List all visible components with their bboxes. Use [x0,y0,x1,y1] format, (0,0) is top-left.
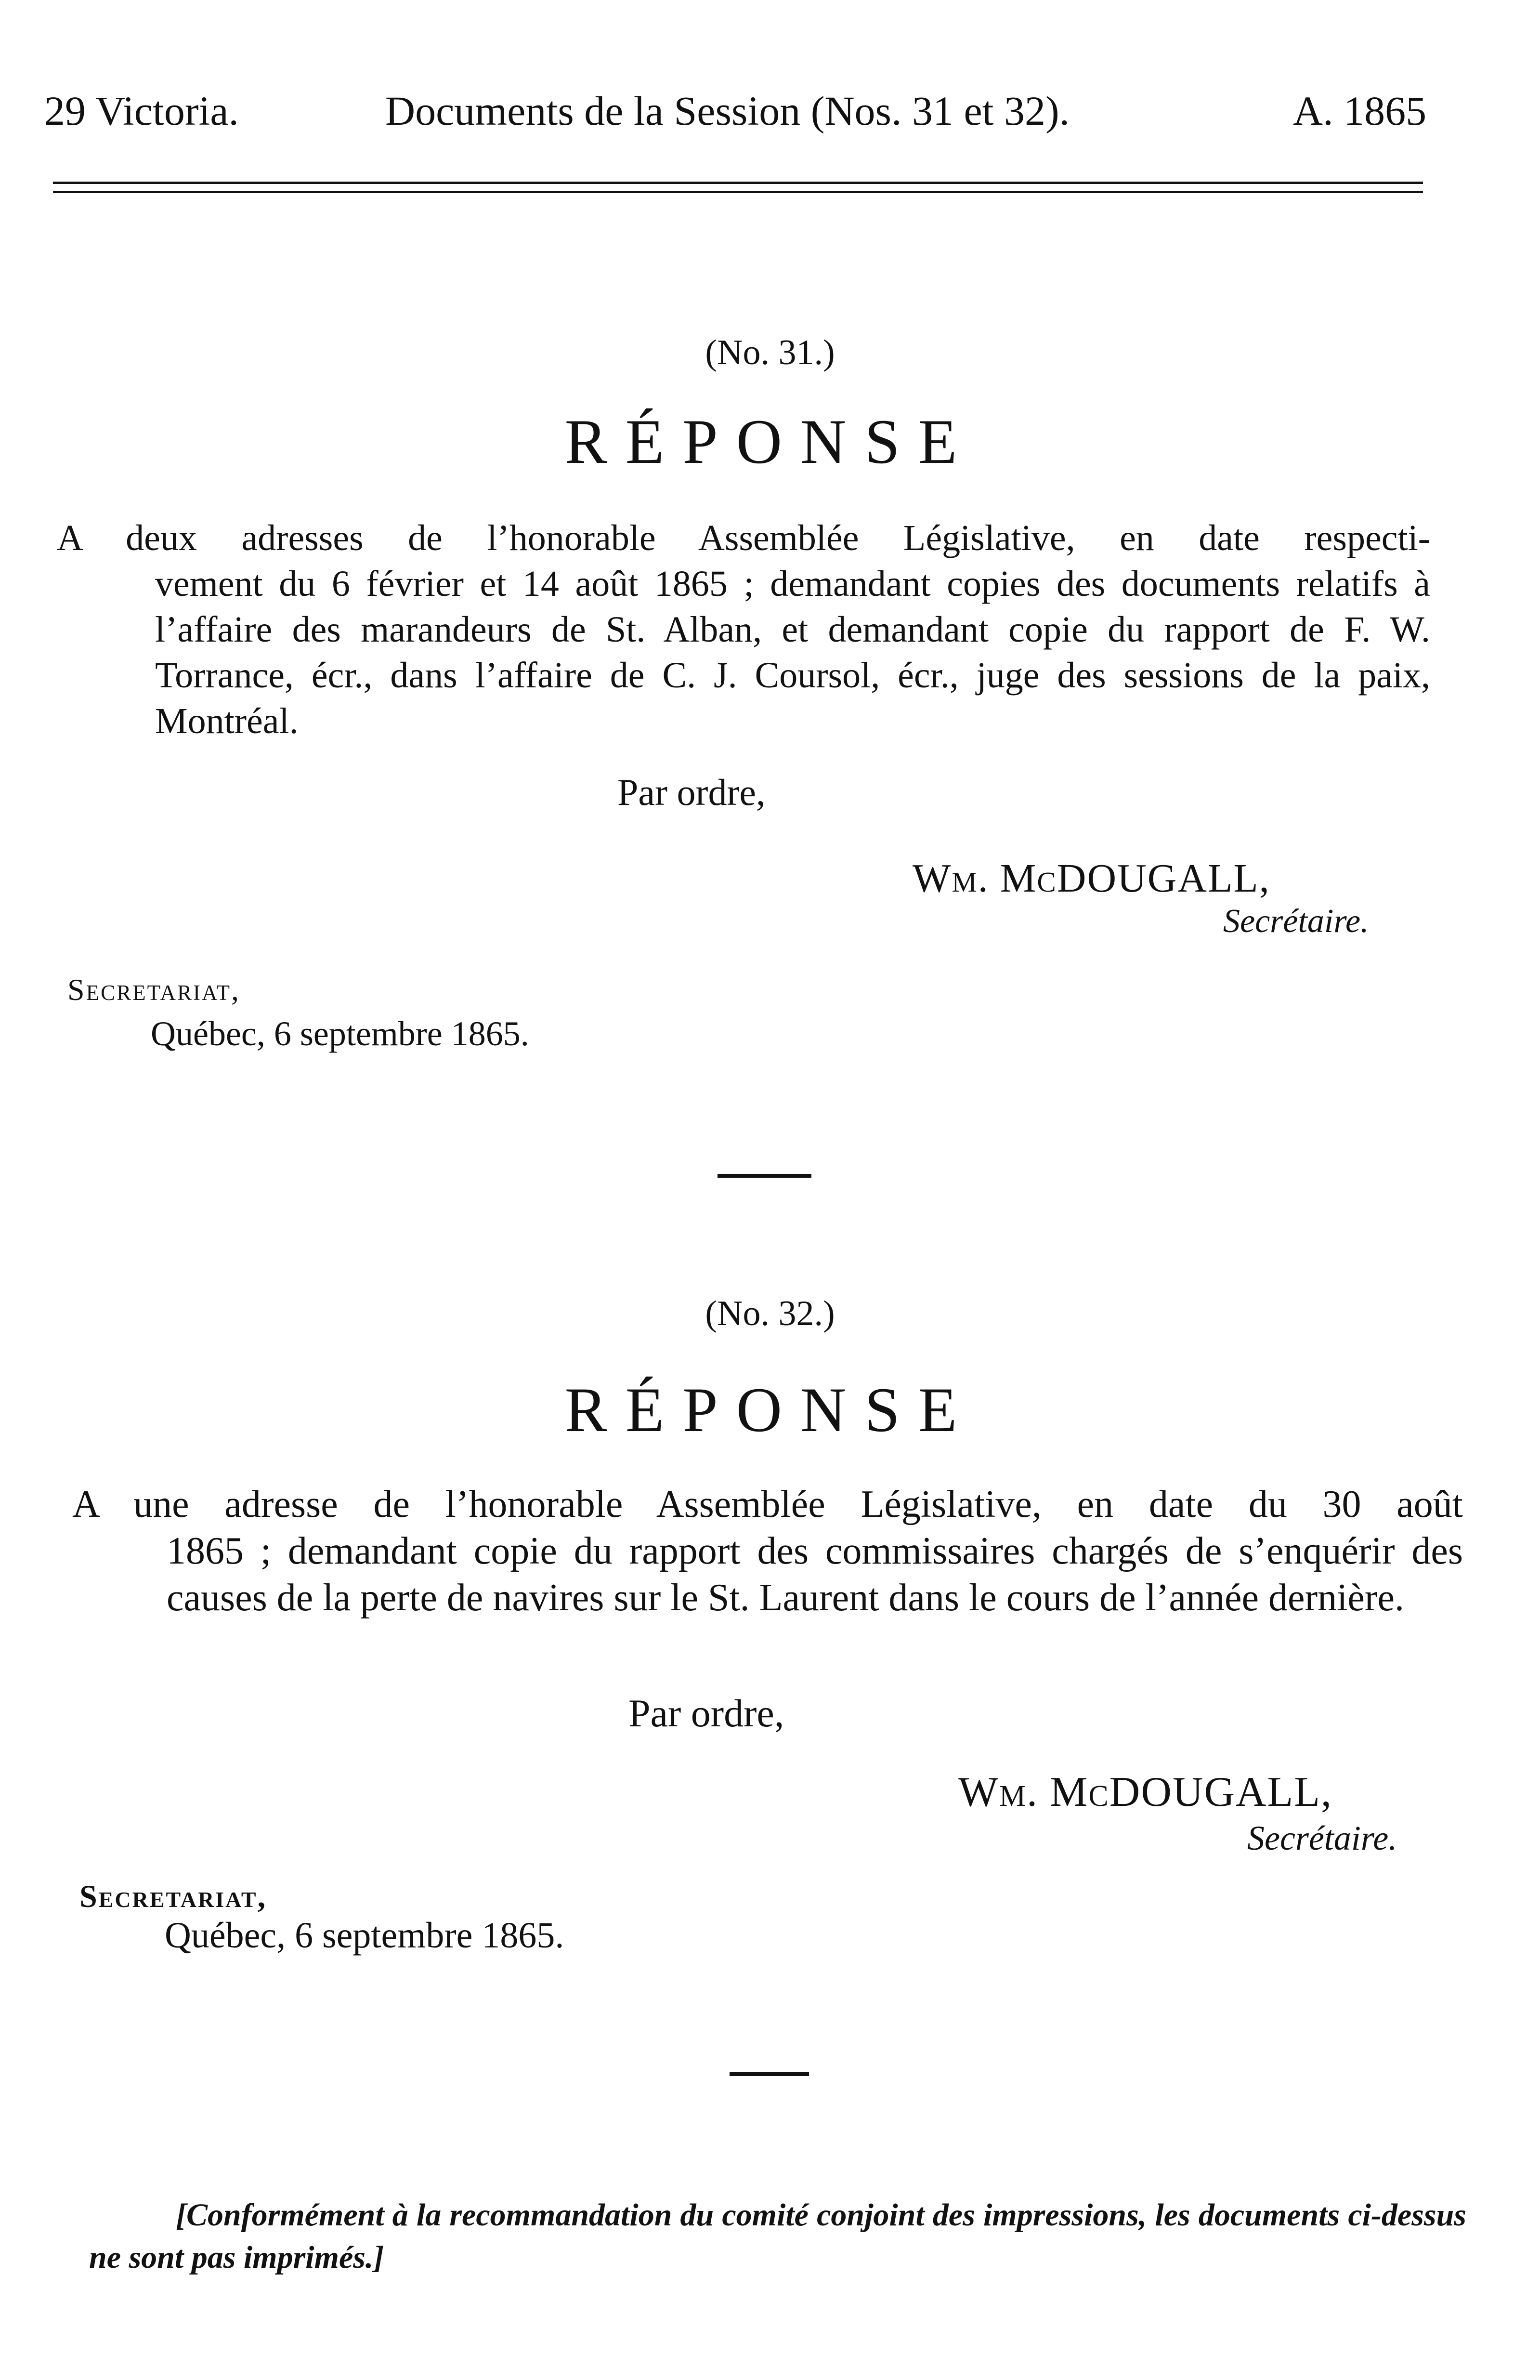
section-separator [718,1174,811,1178]
header-volume: 29 Victoria. [44,88,239,134]
doc32-par-ordre: Par ordre, [628,1691,784,1735]
doc31-number: (No. 31.) [705,333,835,372]
doc31-text-first-line: A deux adresses de l’honorable Assemblée Législative, en date respecti- [57,518,1430,558]
doc31-par-ordre: Par ordre, [617,771,766,813]
doc31-signatory: Wm. McDOUGALL, [913,856,1270,901]
doc32-role: Secrétaire. [1247,1819,1397,1857]
doc32-place-date: Québec, 6 septembre 1865. [165,1915,564,1956]
doc32-office: Secretariat, [79,1879,267,1914]
doc31-place-date: Québec, 6 septembre 1865. [151,1014,529,1053]
doc32-text-first-line: A une adresse de l’honorable Assemblée Législative, en date du 30 août [72,1483,1463,1525]
doc31-role: Secrétaire. [1223,903,1369,940]
doc32-title: RÉPONSE [564,1374,976,1445]
doc31-text: vement du 6 février et 14 août 1865 ; demandant copies des documents relatifs à l’affaire des marandeurs de St. Alban, et demandant copie du rapport de F. W. Torrance, écr., dans l’affaire de C. J. Coursol, écr., juge des sessions de la paix, Montréal. [155,564,1430,741]
doc32-text: 1865 ; demandant copie du rapport des commissaires chargés de s’enquérir des causes de la perte de navires sur le St. Laurent dans le cours de l’année dernière. [167,1530,1463,1619]
header-title: Documents de la Session (Nos. 31 et 32). [385,88,1070,134]
doc32-number: (No. 32.) [705,1294,835,1333]
doc31-office: Secretariat, [67,973,240,1007]
doc31-title: RÉPONSE [564,406,976,477]
doc32-signatory: Wm. McDOUGALL, [958,1769,1333,1815]
header-year: A. 1865 [1293,88,1427,134]
section-separator-2 [730,2072,809,2076]
printing-note: [Conformément à la recommandation du comité conjoint des impressions, les documents ci-dessus ne sont pas imprimés.] [89,2197,1466,2275]
